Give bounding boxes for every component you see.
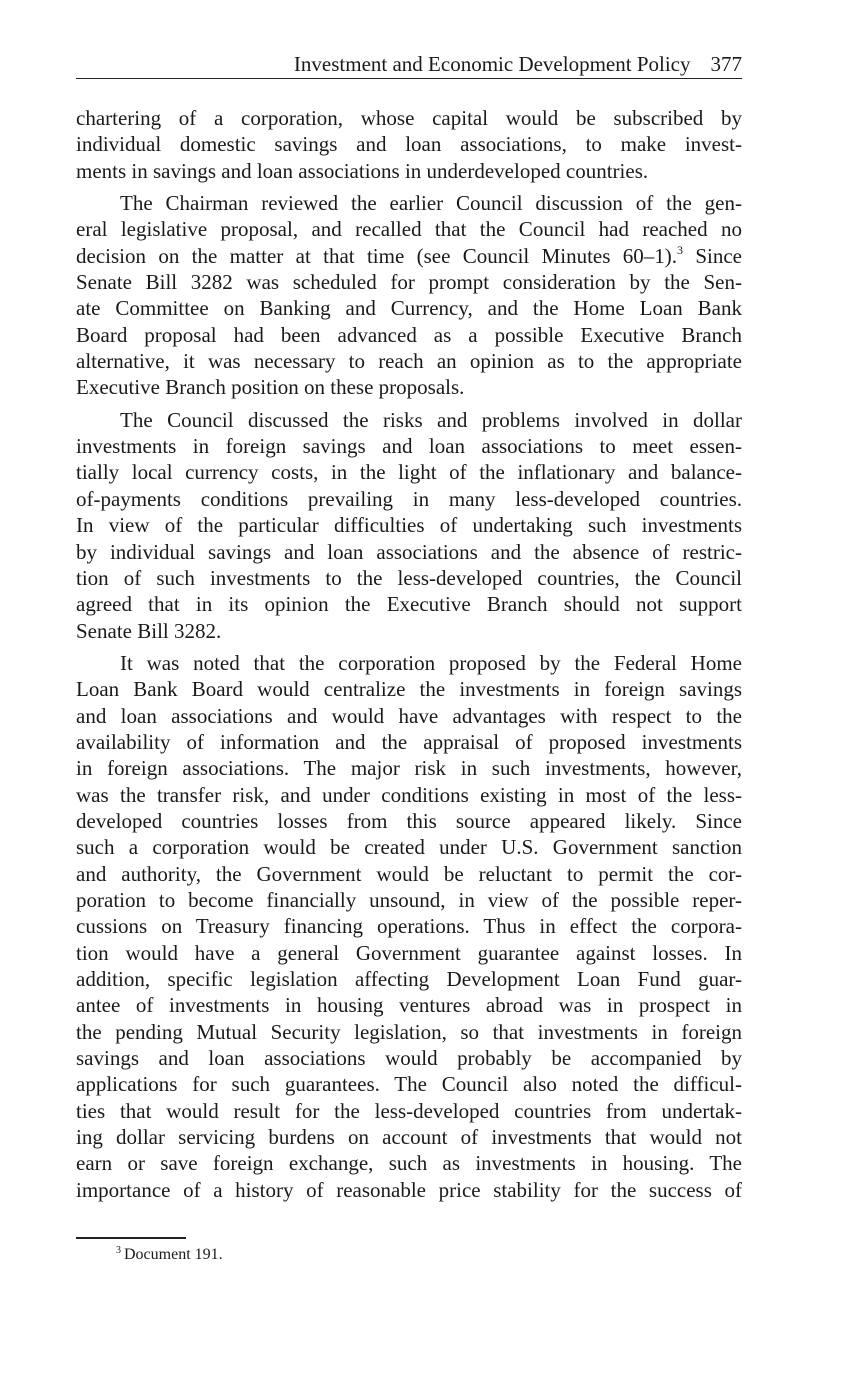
text-line: alternative, it was necessary to reach an opinion as to the appropriate <box>76 349 742 374</box>
page-number: 377 <box>710 52 742 76</box>
text-line: tion of such investments to the less-developed countries, the Council <box>76 565 742 590</box>
paragraph-3 <box>76 407 742 644</box>
text-line: ate Committee on Banking and Currency, and the Home Loan Bank <box>76 296 742 321</box>
text-line: applications for such guarantees. The Council also noted the difficul- <box>76 1072 742 1097</box>
body-text <box>76 105 742 1209</box>
text-line: tion would have a general Government guarantee against losses. In <box>76 940 742 965</box>
text-line: It was noted that the corporation proposed by the Federal Home <box>120 650 742 675</box>
text-line: ties that would result for the less-developed countries from undertak- <box>76 1098 742 1123</box>
text-line: earn or save foreign exchange, such as investments in housing. The <box>76 1151 742 1176</box>
text-line: ments in savings and loan associations in underdeveloped countries. <box>76 158 649 183</box>
text-line: Senate Bill 3282. <box>76 618 222 643</box>
text-line: The Chairman reviewed the earlier Council discussion of the gen- <box>120 191 742 216</box>
text-line: individual domestic savings and loan associations, to make invest- <box>76 132 742 157</box>
footnote-reference[interactable]: 3 <box>677 242 683 257</box>
text-line: was the transfer risk, and under conditions existing in most of the less- <box>76 782 742 807</box>
paragraph-4 <box>76 650 742 1203</box>
text-line: agreed that in its opinion the Executive Branch should not support <box>76 592 742 617</box>
text-line: The Council discussed the risks and problems involved in dollar <box>120 407 742 432</box>
text-segment: decision on the matter at that time (see Council Minutes 60–1). <box>76 243 677 268</box>
text-line: by individual savings and loan associations and the absence of restric- <box>76 539 742 564</box>
text-line: cussions on Treasury financing operations. Thus in effect the corpora- <box>76 914 742 939</box>
text-line: savings and loan associations would probably be accompanied by <box>76 1046 742 1071</box>
footnote-3 <box>116 1244 223 1266</box>
running-title: Investment and Economic Development Policy <box>293 52 691 76</box>
text-line: of-payments conditions prevailing in many less-developed countries. <box>76 486 742 511</box>
text-line: in foreign associations. The major risk in such investments, however, <box>76 756 742 781</box>
text-line-with-footnote <box>76 243 742 269</box>
text-line: Senate Bill 3282 was scheduled for prompt consideration by the Sen- <box>76 270 742 295</box>
text-line: importance of a history of reasonable price stability for the success of <box>76 1177 742 1202</box>
running-header <box>76 50 742 79</box>
text-line: antee of investments in housing ventures abroad was in prospect in <box>76 993 742 1018</box>
text-line: and authority, the Government would be reluctant to permit the cor- <box>76 861 742 886</box>
text-line: chartering of a corporation, whose capital would be subscribed by <box>76 106 742 130</box>
paragraph-1 <box>76 105 742 184</box>
text-line: tially local currency costs, in the light of the inflationary and balance- <box>76 460 742 485</box>
text-line: eral legislative proposal, and recalled that the Council had reached no <box>76 217 742 242</box>
text-line: the pending Mutual Security legislation, so that investments in foreign <box>76 1019 742 1044</box>
text-line: poration to become financially unsound, in view of the possible reper- <box>76 887 742 912</box>
text-line: ing dollar servicing burdens on account of investments that would not <box>76 1125 742 1150</box>
text-line: and loan associations and would have advantages with respect to the <box>76 703 742 728</box>
text-line: availability of information and the appraisal of proposed investments <box>76 729 742 754</box>
footnote-separator <box>76 1237 186 1239</box>
text-line: Loan Bank Board would centralize the investments in foreign savings <box>76 677 742 702</box>
text-line: developed countries losses from this source appeared likely. Since <box>76 808 742 833</box>
text-line: Executive Branch position on these proposals. <box>76 375 465 400</box>
text-line: such a corporation would be created under U.S. Government sanction <box>76 835 742 860</box>
text-line: addition, specific legislation affecting Development Loan Fund guar- <box>76 967 742 991</box>
text-segment: Since <box>683 243 742 268</box>
footnote-text: Document 191. <box>124 1246 223 1263</box>
paragraph-2 <box>76 190 742 401</box>
text-line: Board proposal had been advanced as a possible Executive Branch <box>76 322 742 347</box>
text-line: investments in foreign savings and loan associations to meet essen- <box>76 434 742 459</box>
footnote-marker: 3 <box>116 1245 121 1256</box>
text-line: In view of the particular difficulties of undertaking such investments <box>76 513 742 538</box>
